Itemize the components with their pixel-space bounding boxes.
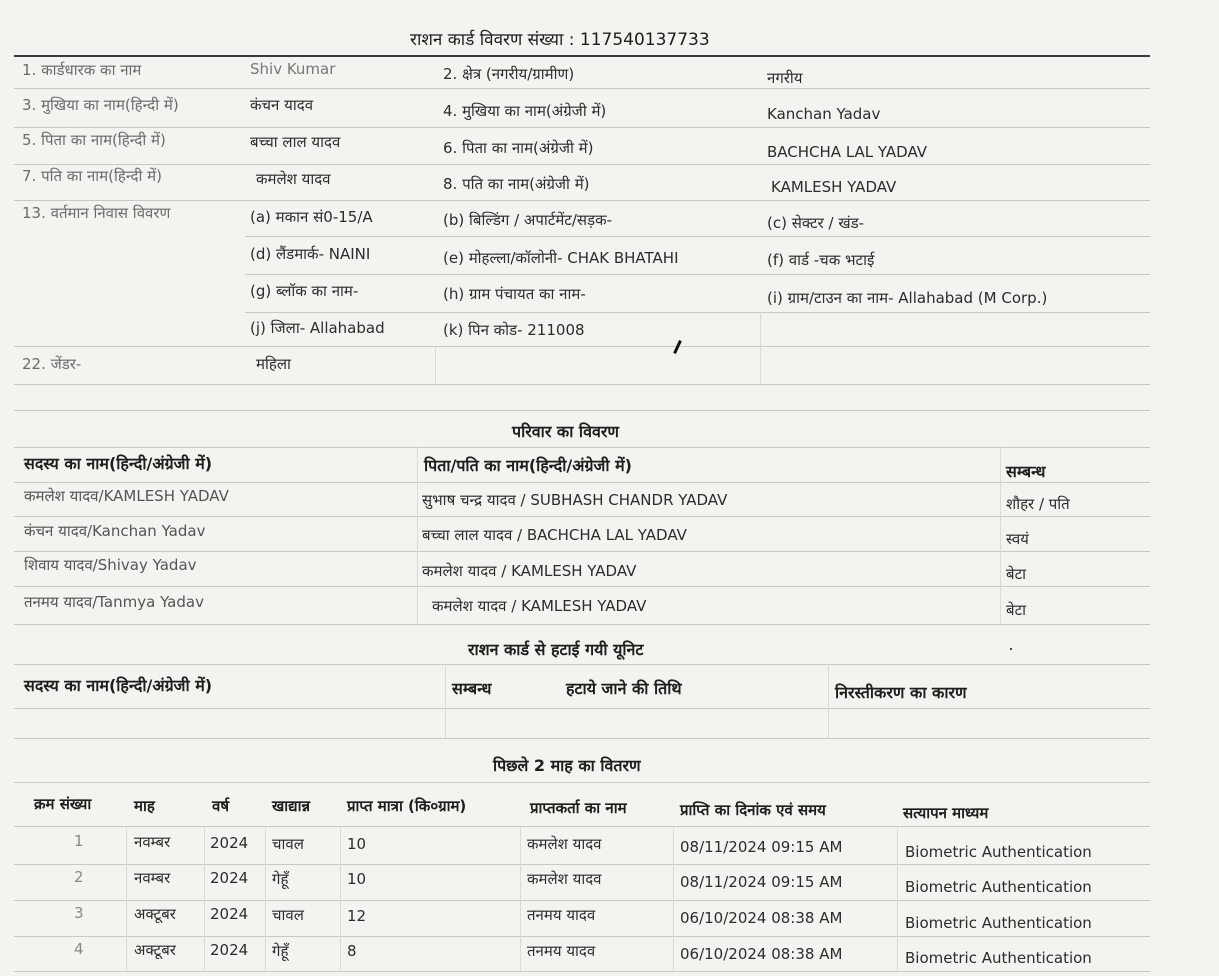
label-father-name-english: 6. पिता का नाम(अंग्रेजी में) <box>443 139 594 157</box>
family-header-member: सदस्य का नाम(हिन्दी/अंग्रेजी में) <box>24 454 213 473</box>
row-rule <box>14 971 1150 972</box>
dist-header-month: माह <box>134 797 155 815</box>
address-town: (i) ग्राम/टाउन का नाम- Allahabad (M Corp.) <box>767 289 1048 307</box>
dist-row-1-year: 2024 <box>210 834 249 852</box>
row-rule <box>14 482 1150 483</box>
address-block: (g) ब्लॉक का नाम- <box>250 282 359 300</box>
family-row-1-father: सुभाष चन्द्र यादव / SUBHASH CHANDR YADAV <box>422 491 728 509</box>
family-row-4-member: तनमय यादव/Tanmya Yadav <box>24 593 204 611</box>
value-cardholder-name: Shiv Kumar <box>250 60 336 78</box>
value-head-name-english: Kanchan Yadav <box>767 105 881 123</box>
dist-row-1-month: नवम्बर <box>134 833 171 851</box>
label-husband-name-english: 8. पति का नाम(अंग्रेजी में) <box>443 175 590 193</box>
dist-row-2-verification: Biometric Authentication <box>905 878 1092 896</box>
pen-mark <box>673 340 682 354</box>
value-father-name-english: BACHCHA LAL YADAV <box>767 143 928 161</box>
address-locality: (e) मोहल्ला/कॉलोनी- CHAK BHATAHI <box>443 249 679 267</box>
dist-row-2-month: नवम्बर <box>134 869 171 887</box>
dist-header-quantity: प्राप्त मात्रा (कि०ग्राम) <box>347 797 467 815</box>
family-row-1-member: कमलेश यादव/KAMLESH YADAV <box>24 487 229 505</box>
address-district: (j) जिला- Allahabad <box>250 319 385 337</box>
dist-row-4-verification: Biometric Authentication <box>905 949 1092 967</box>
cell-divider <box>265 826 266 971</box>
label-current-address: 13. वर्तमान निवास विवरण <box>22 204 171 222</box>
row-rule <box>14 346 1150 347</box>
dist-row-3-month: अक्टूबर <box>134 905 176 923</box>
row-rule <box>245 274 1150 275</box>
value-father-name-hindi: बच्चा लाल यादव <box>250 133 341 151</box>
value-gender: महिला <box>256 355 291 373</box>
dist-row-1-serial: 1 <box>74 832 84 850</box>
dist-row-2-datetime: 08/11/2024 09:15 AM <box>680 873 843 891</box>
removed-header-date: हटाये जाने की तिथि <box>566 679 682 698</box>
dist-row-3-datetime: 06/10/2024 08:38 AM <box>680 909 843 927</box>
row-rule <box>14 551 1150 552</box>
row-rule <box>14 738 1150 739</box>
row-rule <box>14 164 1150 165</box>
row-rule <box>14 88 1150 89</box>
dist-row-3-verification: Biometric Authentication <box>905 914 1092 932</box>
row-rule <box>245 312 1150 313</box>
section-rule <box>14 782 1150 783</box>
dist-row-2-year: 2024 <box>210 869 249 887</box>
cell-divider <box>126 826 127 971</box>
cell-divider <box>1000 447 1001 624</box>
family-row-3-father: कमलेश यादव / KAMLESH YADAV <box>422 562 637 580</box>
row-rule <box>14 384 1150 385</box>
value-husband-name-hindi: कमलेश यादव <box>256 170 331 188</box>
label-gender: 22. जेंडर- <box>22 355 82 373</box>
family-row-3-relation: बेटा <box>1006 565 1027 583</box>
row-rule <box>14 624 1150 625</box>
address-ward: (f) वार्ड -चक भटाई <box>767 251 875 269</box>
row-rule <box>14 900 1150 901</box>
row-rule <box>245 236 1150 237</box>
family-row-2-father: बच्चा लाल यादव / BACHCHA LAL YADAV <box>422 526 687 544</box>
cell-divider <box>417 447 418 624</box>
family-row-3-member: शिवाय यादव/Shivay Yadav <box>24 556 197 574</box>
removed-header-reason: निरस्तीकरण का कारण <box>835 683 967 702</box>
family-header-father-husband: पिता/पति का नाम(हिन्दी/अंग्रेजी में) <box>424 456 632 475</box>
cell-divider <box>445 664 446 738</box>
section-rule <box>14 664 1150 665</box>
dist-row-4-quantity: 8 <box>347 942 357 960</box>
cell-divider <box>828 664 829 738</box>
family-row-4-father: कमलेश यादव / KAMLESH YADAV <box>432 597 647 615</box>
section-rule <box>14 410 1150 411</box>
dist-header-verification: सत्यापन माध्यम <box>903 804 989 822</box>
cell-divider <box>204 826 205 971</box>
family-row-4-relation: बेटा <box>1006 601 1027 619</box>
cell-divider <box>340 826 341 971</box>
value-area-type: नगरीय <box>767 69 803 87</box>
row-rule <box>14 826 1150 827</box>
dist-row-4-grain: गेहूँ <box>272 942 289 960</box>
card-title: राशन कार्ड विवरण संख्या : 117540137733 <box>410 30 710 50</box>
dist-row-3-serial: 3 <box>74 904 84 922</box>
row-rule <box>14 708 1150 709</box>
family-row-2-member: कंचन यादव/Kanchan Yadav <box>24 522 206 540</box>
cell-divider <box>435 346 436 384</box>
dist-row-3-grain: चावल <box>272 906 304 924</box>
family-row-1-relation: शौहर / पति <box>1006 495 1070 513</box>
family-row-2-relation: स्वयं <box>1006 530 1029 548</box>
dist-row-1-grain: चावल <box>272 835 304 853</box>
row-rule <box>14 127 1150 128</box>
dist-header-grain: खाद्यान्न <box>272 797 311 815</box>
address-house-no: (a) मकान सं0-15/A <box>250 208 373 226</box>
row-rule <box>14 200 1150 201</box>
value-husband-name-english: KAMLESH YADAV <box>771 178 897 196</box>
dist-row-3-quantity: 12 <box>347 907 367 925</box>
section-rule <box>14 447 1150 448</box>
dist-row-3-year: 2024 <box>210 905 249 923</box>
dist-row-1-quantity: 10 <box>347 835 367 853</box>
address-building: (b) बिल्डिंग / अपार्टमेंट/सड़क- <box>443 211 612 229</box>
dist-row-3-recipient: तनमय यादव <box>527 906 596 924</box>
dist-row-4-year: 2024 <box>210 941 249 959</box>
cell-divider <box>897 826 898 971</box>
dist-row-1-datetime: 08/11/2024 09:15 AM <box>680 838 843 856</box>
dist-row-1-verification: Biometric Authentication <box>905 843 1092 861</box>
cell-divider <box>520 826 521 971</box>
address-sector: (c) सेक्टर / खंड- <box>767 214 865 232</box>
family-title: परिवार का विवरण <box>512 422 619 441</box>
dist-row-4-datetime: 06/10/2024 08:38 AM <box>680 945 843 963</box>
dist-row-4-month: अक्टूबर <box>134 941 176 959</box>
label-father-name-hindi: 5. पिता का नाम(हिन्दी में) <box>22 131 166 149</box>
label-area-type: 2. क्षेत्र (नगरीय/ग्रामीण) <box>443 65 575 83</box>
label-cardholder-name: 1. कार्डधारक का नाम <box>22 61 142 79</box>
label-head-name-english: 4. मुखिया का नाम(अंग्रेजी में) <box>443 102 607 120</box>
removed-title: राशन कार्ड से हटाई गयी यूनिट <box>468 640 644 659</box>
row-rule <box>14 586 1150 587</box>
dist-row-2-recipient: कमलेश यादव <box>527 870 602 888</box>
value-head-name-hindi: कंचन यादव <box>250 96 314 114</box>
row-rule <box>14 864 1150 865</box>
dist-row-4-serial: 4 <box>74 940 84 958</box>
family-header-relation: सम्बन्ध <box>1006 462 1046 481</box>
dist-header-serial: क्रम संख्या <box>34 795 92 813</box>
ink-dot <box>1010 648 1012 650</box>
cell-divider <box>673 826 674 971</box>
title-rule <box>14 55 1150 57</box>
dist-row-2-quantity: 10 <box>347 870 367 888</box>
distribution-title: पिछले 2 माह का वितरण <box>493 756 641 775</box>
row-rule <box>14 516 1150 517</box>
removed-header-relation: सम्बन्ध <box>452 679 492 698</box>
dist-header-recipient: प्राप्तकर्ता का नाम <box>530 799 627 817</box>
address-landmark: (d) लैंडमार्क- NAINI <box>250 245 371 263</box>
label-head-name-hindi: 3. मुखिया का नाम(हिन्दी में) <box>22 96 179 114</box>
cell-divider <box>760 312 761 384</box>
dist-row-4-recipient: तनमय यादव <box>527 942 596 960</box>
dist-row-2-grain: गेहूँ <box>272 870 289 888</box>
removed-header-member: सदस्य का नाम(हिन्दी/अंग्रेजी में) <box>24 676 213 695</box>
dist-header-year: वर्ष <box>212 797 230 815</box>
address-pincode: (k) पिन कोड- 211008 <box>443 321 585 339</box>
dist-header-datetime: प्राप्ति का दिनांक एवं समय <box>680 801 826 819</box>
row-rule <box>14 936 1150 937</box>
address-gram-panchayat: (h) ग्राम पंचायत का नाम- <box>443 285 586 303</box>
dist-row-2-serial: 2 <box>74 868 84 886</box>
label-husband-name-hindi: 7. पति का नाम(हिन्दी में) <box>22 167 162 185</box>
dist-row-1-recipient: कमलेश यादव <box>527 835 602 853</box>
